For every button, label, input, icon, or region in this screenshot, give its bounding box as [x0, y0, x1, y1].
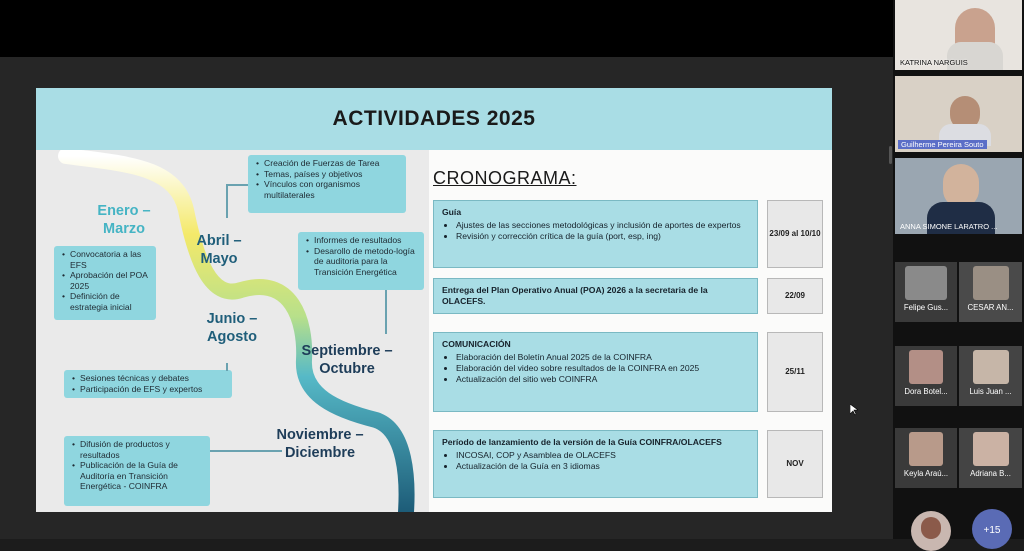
- participant-tile[interactable]: [959, 346, 1022, 406]
- box-item: • Creación de Fuerzas de Tarea: [264, 158, 401, 169]
- participant-name: CESAR AN...: [967, 303, 1014, 312]
- participant-video: [905, 266, 947, 300]
- box-noviembre-diciembre: [64, 436, 210, 506]
- task-date: 22/09: [767, 278, 823, 314]
- task-poa: [433, 278, 758, 314]
- box-junio-agosto: [64, 370, 232, 398]
- task-comunicacion: [433, 332, 758, 412]
- participant-tile[interactable]: [895, 428, 957, 488]
- participant-tile[interactable]: [959, 428, 1022, 488]
- connector-line: [385, 290, 387, 334]
- period-junio-agosto: Junio – Agosto: [206, 311, 258, 345]
- mouse-cursor-icon: [850, 404, 858, 416]
- task-item: • INCOSAI, COP y Asamblea de OLACEFS: [456, 450, 749, 461]
- scrollbar[interactable]: [889, 146, 892, 164]
- participant-tile[interactable]: [895, 76, 1022, 152]
- participant-video: [921, 517, 941, 539]
- box-item: • Vínculos con organismos multilaterales: [264, 179, 401, 200]
- participant-name: Felipe Gus...: [903, 303, 949, 312]
- participant-tile[interactable]: [895, 262, 957, 322]
- timeline-panel: [36, 150, 429, 512]
- box-enero-marzo: [54, 246, 156, 320]
- cronograma-title: CRONOGRAMA:: [433, 168, 577, 188]
- task-title: COMUNICACIÓN: [442, 339, 511, 349]
- participant-name: Dora Botel...: [904, 387, 948, 396]
- participant-name: Guilherme Pereira Souto: [898, 140, 987, 149]
- box-item: • Informes de resultados: [314, 235, 419, 246]
- participant-tile[interactable]: [959, 262, 1022, 322]
- period-noviembre-diciembre: Noviembre – Diciembre: [276, 427, 364, 461]
- more-participants-count: +15: [983, 525, 1001, 536]
- task-date: 23/09 al 10/10: [767, 200, 823, 268]
- box-abril-mayo: [248, 155, 406, 213]
- participant-name: Adriana B...: [970, 469, 1011, 478]
- box-item: • Temas, países y objetivos: [264, 169, 401, 180]
- participant-video: [973, 266, 1009, 300]
- task-item: • Actualización de la Guía en 3 idiomas: [456, 461, 749, 472]
- participant-video: [909, 432, 943, 466]
- box-item: • Desarollo de metodo-logía de auditoria para la Transición Energética: [314, 246, 419, 278]
- participant-tile[interactable]: [895, 158, 1022, 234]
- participant-video: [909, 350, 943, 384]
- task-title: Guía: [442, 207, 462, 217]
- period-enero-marzo: Enero – Marzo: [97, 203, 151, 237]
- box-item: • Publicación de la Guía de Auditoría en Transición Energética - COINFRA: [80, 460, 205, 492]
- box-item: • Difusión de productos y resultados: [80, 439, 205, 460]
- slide-title: ACTIVIDADES 2025: [332, 107, 536, 130]
- task-guia: [433, 200, 758, 268]
- top-black-bar: [0, 0, 893, 57]
- box-item: • Definición de estrategia inicial: [70, 291, 151, 312]
- presentation-slide: [36, 88, 832, 512]
- box-item: • Participación de EFS y expertos: [80, 384, 227, 395]
- box-septiembre-octubre: [298, 232, 424, 290]
- box-item: • Aprobación del POA 2025: [70, 270, 151, 291]
- task-title: Entrega del Plan Operativo Anual (POA) 2026 a la secretaria de la OLACEFS.: [442, 285, 708, 306]
- participant-video: [973, 432, 1009, 466]
- participant-name: Luis Juan ...: [969, 387, 1012, 396]
- task-item: • Elaboración del video sobre resultados de la COINFRA en 2025: [456, 363, 749, 374]
- box-item: • Sesiones técnicas y debates: [80, 373, 227, 384]
- more-participants-button[interactable]: [972, 509, 1012, 549]
- task-date: NOV: [767, 430, 823, 498]
- slide-header: [36, 88, 832, 150]
- connector-line: [226, 363, 228, 371]
- connector-line: [226, 184, 228, 218]
- connector-line: [226, 184, 248, 186]
- task-title: Período de lanzamiento de la versión de la Guía COINFRA/OLACEFS: [442, 437, 722, 447]
- task-lanzamiento: [433, 430, 758, 498]
- box-item: • Convocatoria a las EFS: [70, 249, 151, 270]
- participant-video: [973, 350, 1009, 384]
- participant-tile[interactable]: [895, 0, 1022, 70]
- task-item: • Actualización del sitio web COINFRA: [456, 374, 749, 385]
- participant-name: KATRINA NARGUIS: [900, 58, 968, 67]
- task-date: 25/11: [767, 332, 823, 412]
- cronograma-panel: [429, 150, 832, 512]
- period-abril-mayo: Abril – Mayo: [196, 233, 242, 267]
- task-item: • Revisión y corrección crítica de la guía (port, esp, ing): [456, 231, 749, 242]
- connector-line: [210, 450, 282, 452]
- period-septiembre-octubre: Septiembre – Octubre: [301, 343, 393, 377]
- task-item: • Elaboración del Boletín Anual 2025 de la COINFRA: [456, 352, 749, 363]
- participants-sidebar: [893, 0, 1024, 539]
- avatar[interactable]: [911, 511, 951, 551]
- participant-tile[interactable]: [895, 346, 957, 406]
- participant-name: ANNA SIMONE LARATRO ...: [900, 222, 998, 231]
- task-item: • Ajustes de las secciones metodológicas y inclusión de aportes de expertos: [456, 220, 749, 231]
- participant-name: Keyla Araú...: [903, 469, 949, 478]
